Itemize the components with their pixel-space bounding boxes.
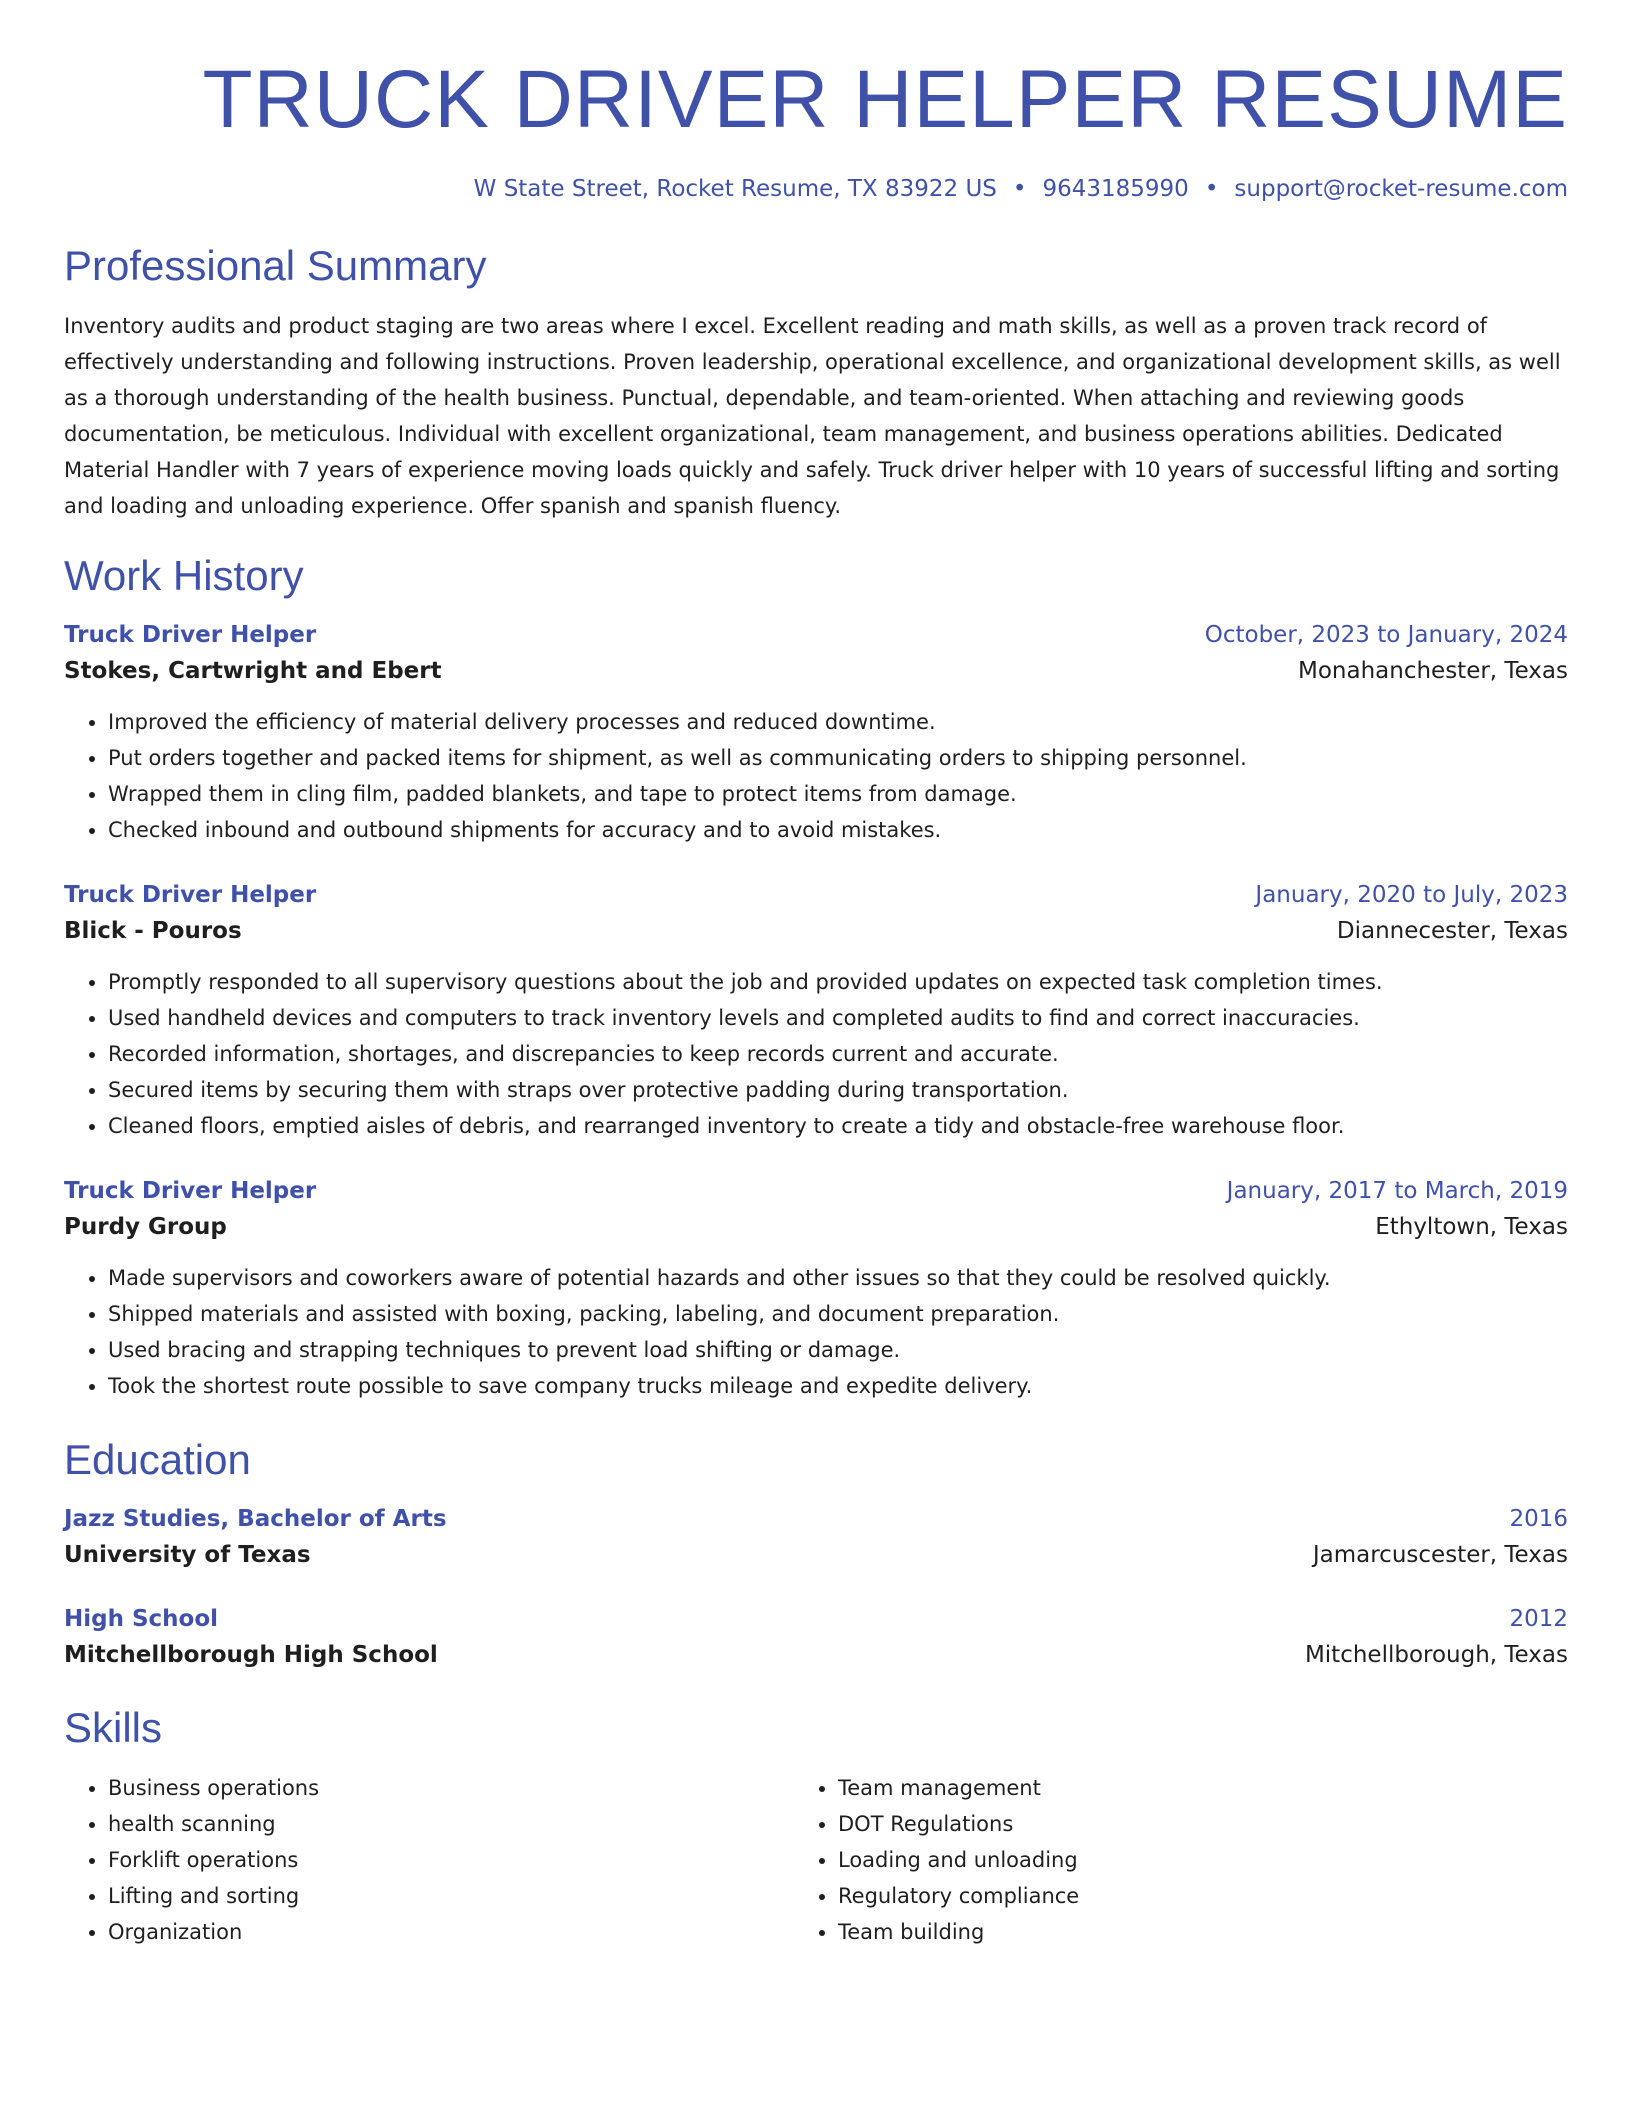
resume-title: TRUCK DRIVER HELPER RESUME xyxy=(202,54,1568,145)
education-year: 2016 xyxy=(1509,1506,1568,1532)
contact-line xyxy=(64,174,1568,204)
job-role: Truck Driver Helper xyxy=(64,882,317,908)
skill-item: • Organization xyxy=(108,1914,794,1950)
job-bullet: • Recorded information, shortages, and discrepancies to keep records current and accurate. xyxy=(108,1036,1568,1072)
education-degree: High School xyxy=(64,1606,219,1632)
job-entry xyxy=(64,878,1568,1144)
job-bullet: • Checked inbound and outbound shipments for accuracy and to avoid mistakes. xyxy=(108,812,1568,848)
job-bullet: • Cleaned floors, emptied aisles of debris, and rearranged inventory to create a tidy and obstacle-free warehouse floor. xyxy=(108,1108,1568,1144)
skill-item: • Lifting and sorting xyxy=(108,1878,794,1914)
job-bullets xyxy=(64,1260,1568,1404)
job-bullet: • Used handheld devices and computers to track inventory levels and completed audits to find and correct inaccuracies. xyxy=(108,1000,1568,1036)
contact-email[interactable]: support@rocket-resume.com xyxy=(1234,176,1568,202)
job-company: Purdy Group xyxy=(64,1214,227,1240)
contact-separator: • xyxy=(1012,176,1027,202)
education-entry xyxy=(64,1602,1568,1674)
education-heading: Education xyxy=(64,1436,251,1483)
skills-column-right xyxy=(794,1770,1524,1950)
job-bullets xyxy=(64,964,1568,1144)
education-year: 2012 xyxy=(1509,1606,1568,1632)
education-entry xyxy=(64,1502,1568,1574)
skill-item: • Business operations xyxy=(108,1770,794,1806)
education-school: University of Texas xyxy=(64,1542,311,1568)
work-history-heading: Work History xyxy=(64,552,304,599)
job-bullet: • Took the shortest route possible to save company trucks mileage and expedite delivery. xyxy=(108,1368,1568,1404)
skills-list xyxy=(64,1770,1568,1950)
job-dates: October, 2023 to January, 2024 xyxy=(1204,622,1568,648)
job-location: Ethyltown, Texas xyxy=(1375,1214,1568,1240)
job-role: Truck Driver Helper xyxy=(64,1178,317,1204)
education-degree: Jazz Studies, Bachelor of Arts xyxy=(64,1506,447,1532)
job-bullet: • Used bracing and strapping techniques to prevent load shifting or damage. xyxy=(108,1332,1568,1368)
education-location: Jamarcuscester, Texas xyxy=(1312,1542,1568,1568)
job-bullet: • Improved the efficiency of material delivery processes and reduced downtime. xyxy=(108,704,1568,740)
skill-item: • Forklift operations xyxy=(108,1842,794,1878)
job-entry xyxy=(64,618,1568,848)
job-entry xyxy=(64,1174,1568,1404)
job-bullet: • Made supervisors and coworkers aware of potential hazards and other issues so that they could be resolved quickly. xyxy=(108,1260,1568,1296)
contact-phone[interactable]: 9643185990 xyxy=(1042,176,1189,202)
skill-item: • Loading and unloading xyxy=(838,1842,1524,1878)
skill-item: • DOT Regulations xyxy=(838,1806,1524,1842)
job-bullet: • Put orders together and packed items for shipment, as well as communicating orders to shipping personnel. xyxy=(108,740,1568,776)
resume-header xyxy=(64,48,1568,204)
skills-column-left xyxy=(64,1770,794,1950)
contact-separator: • xyxy=(1204,176,1219,202)
job-role: Truck Driver Helper xyxy=(64,622,317,648)
job-bullet: • Wrapped them in cling film, padded blankets, and tape to protect items from damage. xyxy=(108,776,1568,812)
job-company: Blick - Pouros xyxy=(64,918,242,944)
job-dates: January, 2017 to March, 2019 xyxy=(1226,1178,1568,1204)
contact-address: W State Street, Rocket Resume, TX 83922 US xyxy=(473,176,997,202)
education-school: Mitchellborough High School xyxy=(64,1642,438,1668)
job-company: Stokes, Cartwright and Ebert xyxy=(64,658,442,684)
job-location: Diannecester, Texas xyxy=(1336,918,1568,944)
job-location: Monahanchester, Texas xyxy=(1297,658,1568,684)
job-dates: January, 2020 to July, 2023 xyxy=(1255,882,1568,908)
skill-item: • Team building xyxy=(838,1914,1524,1950)
summary-heading: Professional Summary xyxy=(64,242,487,289)
summary-text: Inventory audits and product staging are two areas where I excel. Excellent reading and math skills, as well as a proven track record of effectively understanding and following instructions. Proven leadership, operational excellence, and organizational development skills, as well as a thorough understanding of the health business. Punctual, dependable, and team-oriented. When attaching and reviewing goods documentation, be meticulous. Individual with excellent organizational, team management, and business operations abilities. Dedicated Material Handler with 7 years of experience moving loads quickly and safely. Truck driver helper with 10 years of successful lifting and sorting and loading and unloading experience. Offer spanish and spanish fluency. xyxy=(64,314,1561,518)
education-location: Mitchellborough, Texas xyxy=(1304,1642,1568,1668)
job-bullet: • Secured items by securing them with straps over protective padding during transportation. xyxy=(108,1072,1568,1108)
skill-item: • health scanning xyxy=(108,1806,794,1842)
job-bullet: • Shipped materials and assisted with boxing, packing, labeling, and document preparation. xyxy=(108,1296,1568,1332)
skill-item: • Team management xyxy=(838,1770,1524,1806)
job-bullet: • Promptly responded to all supervisory questions about the job and provided updates on expected task completion times. xyxy=(108,964,1568,1000)
job-bullets xyxy=(64,704,1568,848)
skill-item: • Regulatory compliance xyxy=(838,1878,1524,1914)
skills-heading: Skills xyxy=(64,1704,163,1751)
